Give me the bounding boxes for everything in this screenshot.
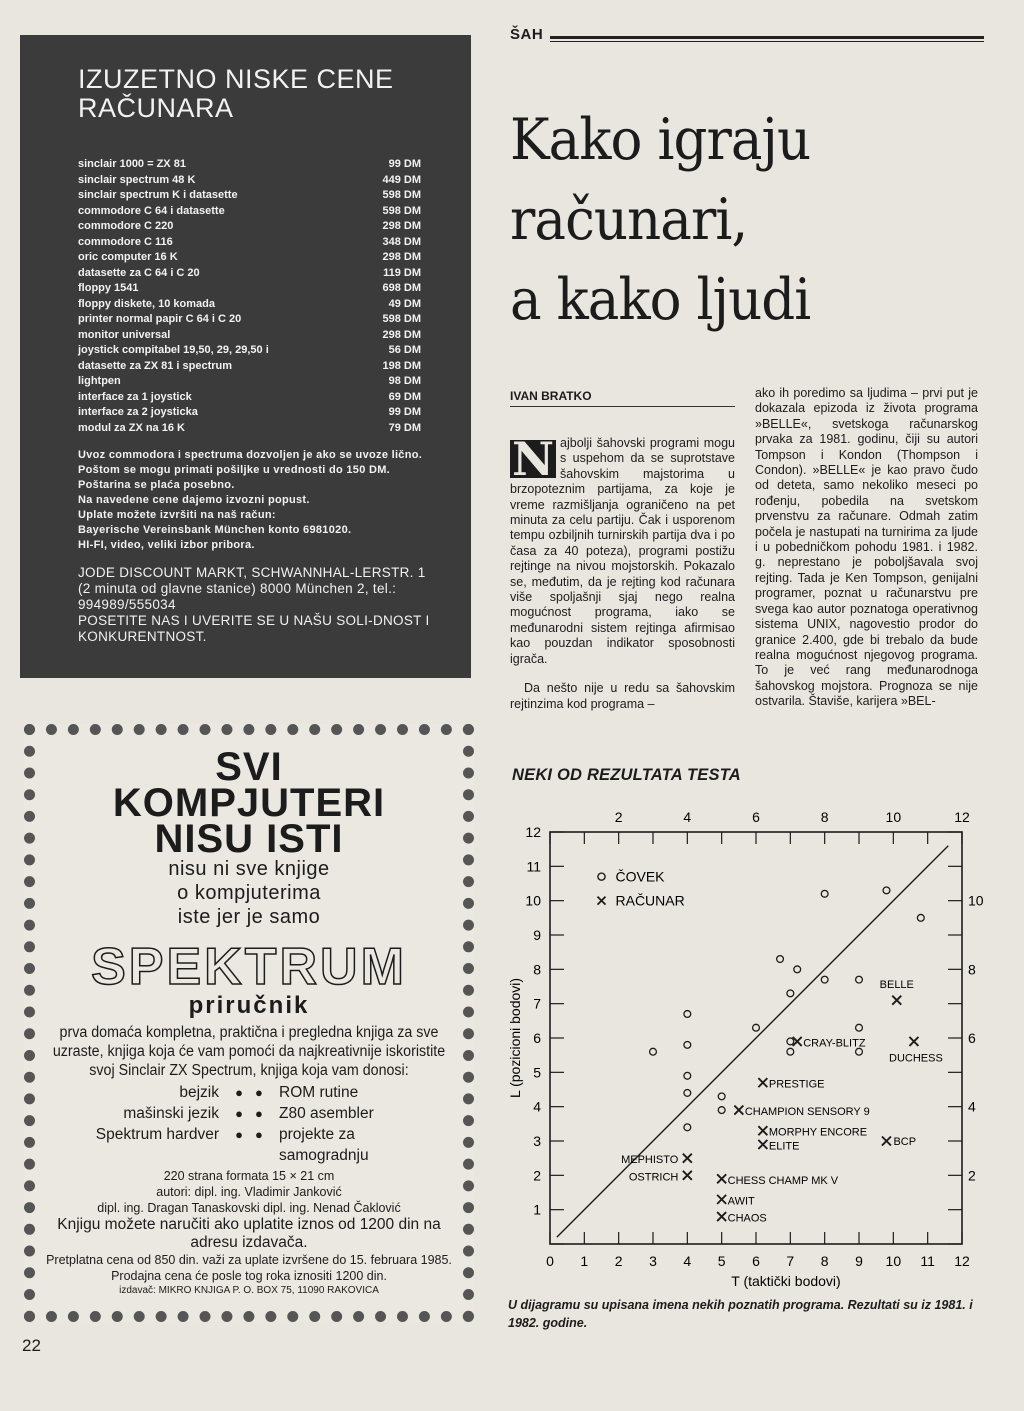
price-item-name: printer normal papir C 64 i C 20 bbox=[78, 313, 242, 325]
price-item-price: 598 DM bbox=[382, 313, 421, 325]
price-ad bbox=[20, 35, 471, 678]
price-item-name: datasette za C 64 i C 20 bbox=[78, 266, 200, 279]
price-item-name: interface za 1 joystick bbox=[78, 390, 192, 403]
x-tick-label: 2 bbox=[614, 1253, 623, 1269]
y-tick-label: 7 bbox=[533, 995, 541, 1012]
price-item-name: oric computer 16 K bbox=[78, 251, 178, 263]
book-authors-2: dipl. ing. Dragan Tanaskovski dipl. ing. Nenad Čaklović bbox=[97, 1201, 401, 1215]
program-label: OSTRICH bbox=[628, 1171, 679, 1184]
human-data-point bbox=[684, 1041, 691, 1048]
price-item-name: commodore C 220 bbox=[78, 220, 174, 232]
book-authors: autori: dipl. ing. Vladimir Janković bbox=[156, 1185, 342, 1199]
y-tick-label: 1 bbox=[533, 1201, 541, 1218]
x-tick-label: 8 bbox=[820, 1253, 829, 1269]
price-item-name: sinclair 1000 = ZX 81 bbox=[78, 158, 186, 170]
price-row bbox=[78, 374, 443, 390]
section-header bbox=[510, 22, 984, 44]
price-item-name: monitor universal bbox=[78, 328, 171, 341]
y-tick-label: 3 bbox=[533, 1133, 541, 1149]
price-item-name: sinclair spectrum 48 K bbox=[78, 173, 196, 186]
human-data-point bbox=[753, 1024, 760, 1031]
x-tick-label: 6 bbox=[752, 1253, 760, 1269]
price-ad-address: JODE DISCOUNT MARKT, SCHWANNHAL-LERSTR. 1 (2 minuta od glavne stanice) 8000 München 2, tel.: 994989/555034 POSETITE NAS I UVERITE SE U NAŠU SOLI-DNOST I KONKURENTNOST. bbox=[78, 565, 430, 644]
price-item-price: 298 DM bbox=[382, 220, 421, 232]
price-item-price: 198 DM bbox=[382, 359, 421, 372]
book-ad-subhead: nisu ni sve knjige o kompjuterima iste jer je samo bbox=[168, 858, 330, 928]
book-prepaid: Pretplatna cena od 850 din. važi za uplate izvršene do 15. februara 1985. bbox=[46, 1253, 452, 1267]
price-item-name: datasette za ZX 81 i spectrum bbox=[78, 359, 233, 372]
human-data-point bbox=[821, 976, 828, 983]
chart-title: NEKI OD REZULTATA TESTA bbox=[512, 766, 741, 784]
y-tick-label: 5 bbox=[533, 1064, 541, 1081]
book-ad bbox=[24, 724, 474, 1322]
price-item-name: commodore C 116 bbox=[78, 235, 173, 248]
price-item-name: floppy 1541 bbox=[78, 282, 139, 294]
human-data-point bbox=[856, 1024, 863, 1031]
feature-item: Spektrum hardver ● bbox=[59, 1124, 249, 1166]
price-row bbox=[78, 281, 443, 297]
human-data-point bbox=[821, 890, 828, 897]
article-column-2: ako ih poredimo sa ljudima – prvi put je dokazala epizoda iz života programa »BELLE«, svetskoga računarskog prvaka za 1981. godinu, čiji su autori Tompson i Kondon (Thompson i Condon). »BELLE« je kao pravo čudo od deteta, samo nekoliko meseci po rođenju, pobedila na svetskom prvenstvu za računare. Odmah zatim počela je nastupati na turnirima za ljude i u pobedničkom pohodu 1981. i 1982. g. neprestano je poboljšavala svoj rejting. Tada je Ken Tompson, genijalni programer, poznat u računarstvu pre svega kao autor poznatoga operativnog sistema UNIX, nagovestio prodor do granice 2.400, gde bi trebalo da bude realna mogućnost njegovog programa. To je već rang međunarodnoga šahovskog mojstora. Prognoza se nije ostvarila. Štaviše, karijera »BEL- bbox=[755, 386, 978, 709]
section-label: ŠAH bbox=[510, 26, 544, 43]
feature-item: ● Z80 asembler bbox=[249, 1103, 439, 1124]
right-tick-label: 6 bbox=[968, 1030, 976, 1046]
price-ad-title: IZUZETNO NISKE CENE RAČUNARA bbox=[78, 64, 394, 123]
computer-data-point bbox=[758, 1078, 767, 1087]
program-label: MORPHY ENCORE bbox=[768, 1126, 868, 1139]
article-column-1 bbox=[510, 432, 735, 712]
legend-circle-icon bbox=[598, 873, 605, 880]
y-tick-label: 4 bbox=[533, 1098, 541, 1115]
x-tick-label: 4 bbox=[683, 1253, 692, 1269]
computer-data-point bbox=[758, 1140, 767, 1149]
book-ad-headline: SVI KOMPJUTERI NISU ISTI bbox=[112, 745, 386, 861]
right-tick-label: 4 bbox=[968, 1098, 976, 1115]
price-row bbox=[78, 359, 443, 375]
right-tick-label: 10 bbox=[968, 892, 984, 909]
price-item-price: 348 DM bbox=[382, 235, 421, 248]
book-description: prva domaća kompletna, praktična i pregledna knjiga za sve uzraste, knjiga koja će vam pomoći da najkreativnije iskoristite svoj Sinclair ZX Spectrum, knjiga koja vam donosi: bbox=[52, 1024, 446, 1079]
y-tick-label: 6 bbox=[533, 1030, 541, 1046]
price-item-name: floppy diskete, 10 komada bbox=[78, 297, 215, 310]
price-item-name: lightpen bbox=[78, 375, 121, 387]
right-tick-label: 2 bbox=[968, 1167, 976, 1184]
computer-data-point bbox=[882, 1137, 891, 1146]
program-label: BELLE bbox=[879, 979, 914, 992]
x-tick-label: 0 bbox=[546, 1253, 554, 1269]
program-label: CHAMPION SENSORY 9 bbox=[744, 1106, 870, 1119]
y-tick-label: 2 bbox=[533, 1167, 541, 1184]
right-tick-label: 8 bbox=[968, 961, 976, 978]
top-tick-label: 12 bbox=[954, 809, 970, 825]
computer-data-point bbox=[683, 1171, 692, 1180]
x-tick-label: 1 bbox=[580, 1253, 589, 1269]
program-label: DUCHESS bbox=[889, 1052, 943, 1065]
price-item-price: 298 DM bbox=[382, 328, 421, 341]
human-data-point bbox=[787, 1048, 794, 1055]
price-item-name: modul za ZX na 16 K bbox=[78, 421, 185, 434]
drop-cap: N bbox=[512, 432, 555, 486]
price-item-price: 69 DM bbox=[388, 390, 421, 403]
computer-data-point bbox=[717, 1195, 726, 1204]
top-tick-label: 6 bbox=[752, 809, 760, 825]
human-data-point bbox=[684, 1072, 691, 1079]
price-item-price: 598 DM bbox=[382, 204, 421, 217]
top-tick-label: 2 bbox=[614, 809, 623, 825]
price-row bbox=[78, 173, 443, 189]
top-tick-label: 4 bbox=[683, 809, 692, 825]
feature-item: ● projekte za samogradnju bbox=[249, 1124, 439, 1166]
feature-item: mašinski jezik ● bbox=[59, 1103, 249, 1124]
price-item-price: 79 DM bbox=[388, 421, 421, 434]
price-row bbox=[78, 421, 443, 437]
human-data-point bbox=[684, 1124, 691, 1131]
price-item-price: 99 DM bbox=[388, 406, 421, 418]
book-features bbox=[59, 1082, 439, 1166]
computer-data-point bbox=[683, 1154, 692, 1163]
price-row bbox=[78, 390, 443, 406]
human-data-point bbox=[777, 956, 784, 963]
price-row bbox=[78, 204, 443, 220]
human-data-point bbox=[718, 1093, 725, 1100]
computer-data-point bbox=[717, 1174, 726, 1183]
price-row bbox=[78, 250, 443, 266]
top-tick-label: 8 bbox=[820, 809, 829, 825]
price-item-price: 119 DM bbox=[383, 266, 421, 279]
legend-cross-icon bbox=[598, 897, 606, 905]
price-item-price: 598 DM bbox=[382, 189, 421, 201]
price-item-price: 449 DM bbox=[382, 173, 421, 186]
price-row bbox=[78, 157, 443, 173]
book-retail: Prodajna cena će posle tog roka iznositi 1200 din. bbox=[111, 1269, 387, 1283]
program-label: CRAY-BLITZ bbox=[803, 1037, 866, 1050]
price-ad-notes: Uvoz commodora i spectruma dozvoljen je ako se uvoze lično. Poštom se mogu primati pošiljke u vrednosti do 150 DM. Poštarina se plaća posebno. Na navedene cene dajemo izvozni popust. Uplate možete izvršiti na naš račun: Bayerische Vereinsbank München konto 6981020. HI-FI, video, veliki izbor pribora. bbox=[78, 449, 423, 551]
page-number: 22 bbox=[22, 1336, 41, 1355]
price-row bbox=[78, 328, 443, 344]
y-tick-label: 8 bbox=[533, 961, 541, 978]
program-label: ELITE bbox=[768, 1140, 800, 1153]
program-label: MEPHISTO bbox=[621, 1154, 679, 1167]
x-tick-label: 5 bbox=[717, 1253, 726, 1269]
price-row bbox=[78, 188, 443, 204]
feature-item: ● ROM rutine bbox=[249, 1082, 439, 1103]
program-label: PRESTIGE bbox=[768, 1078, 825, 1091]
human-data-point bbox=[917, 914, 924, 921]
price-item-name: interface za 2 joysticka bbox=[78, 406, 198, 418]
price-item-name: joystick compitabel 19,50, 29, 29,50 i bbox=[78, 344, 269, 356]
article-author: IVAN BRATKO bbox=[510, 389, 592, 403]
article-paragraph: Da nešto nije u redu sa šahovskim rejtinzima kod programa – bbox=[510, 681, 735, 711]
feature-item: bejzik ● bbox=[59, 1082, 249, 1103]
human-data-point bbox=[787, 1038, 794, 1045]
x-tick-label: 12 bbox=[954, 1253, 970, 1269]
price-row bbox=[78, 312, 443, 328]
y-tick-label: 11 bbox=[526, 858, 541, 875]
human-data-point bbox=[883, 887, 890, 894]
x-tick-label: 3 bbox=[649, 1253, 657, 1269]
price-item-price: 98 DM bbox=[388, 375, 421, 387]
price-row bbox=[78, 405, 443, 421]
y-axis-label: L (pozicioni bodovi) bbox=[507, 977, 523, 1099]
article-headline: Kako igraju računari, a kako ljudi bbox=[510, 107, 811, 333]
price-row bbox=[78, 219, 443, 235]
human-data-point bbox=[787, 990, 794, 997]
program-label: CHAOS bbox=[727, 1212, 767, 1225]
computer-data-point bbox=[717, 1212, 726, 1221]
y-tick-label: 9 bbox=[533, 927, 541, 943]
y-tick-label: 12 bbox=[525, 824, 541, 840]
article-paragraph: N ajbolji šahovski programi mogu s uspehom da se suprotstave šahovskim majstorima u brzopoteznim partijama, za koje je vreme razmišljanja ograničeno na pet minuta za celu partiju. Čak i usporenom tempu ozbiljnih turnirskih partija dva i po časa za 40 poteza), programi postižu rejtinge na nivou mojstorskih. Pokazalo se, međutim, da je rejting kod računara više spoljašnji sjaj nego realna mogućnost programa, iako se međunarodni sistem rejtinga afirmisao kao pouzdan indikator sposobnosti igrača. bbox=[510, 432, 735, 666]
x-tick-label: 9 bbox=[855, 1253, 863, 1269]
price-item-name: sinclair spectrum K i datasette bbox=[78, 189, 238, 201]
price-row bbox=[78, 266, 443, 282]
chart-caption: U dijagramu su upisana imena nekih poznatih programa. Rezultati su iz 1981. i 1982. godine. bbox=[508, 1298, 973, 1330]
author-rule bbox=[510, 406, 735, 407]
program-label: BCP bbox=[893, 1136, 917, 1148]
human-data-point bbox=[718, 1107, 725, 1114]
computer-data-point bbox=[892, 996, 901, 1005]
top-tick-label: 10 bbox=[885, 809, 902, 825]
price-item-price: 99 DM bbox=[388, 158, 421, 170]
legend-label: ČOVEK bbox=[615, 868, 665, 885]
computer-data-point bbox=[734, 1106, 743, 1115]
x-tick-label: 7 bbox=[786, 1253, 795, 1269]
book-brand-sub: priručnik bbox=[188, 992, 310, 1019]
program-label: AWIT bbox=[727, 1195, 755, 1208]
book-publisher: izdavač: MIKRO KNJIGA P. O. BOX 75, 11090 RAKOVICA bbox=[119, 1285, 379, 1296]
computer-data-point bbox=[909, 1037, 918, 1046]
x-axis-label: T (taktički bodovi) bbox=[731, 1273, 841, 1289]
price-item-price: 698 DM bbox=[382, 282, 421, 294]
human-data-point bbox=[684, 1011, 691, 1018]
price-row bbox=[78, 235, 443, 251]
x-tick-label: 11 bbox=[920, 1253, 935, 1269]
book-format: 220 strana formata 15 × 21 cm bbox=[163, 1169, 335, 1183]
legend-label: RAČUNAR bbox=[615, 892, 685, 909]
price-item-price: 49 DM bbox=[388, 297, 421, 310]
price-item-price: 298 DM bbox=[382, 251, 421, 263]
human-data-point bbox=[794, 966, 801, 973]
price-row bbox=[78, 343, 443, 359]
program-label: CHESS CHAMP MK V bbox=[727, 1174, 839, 1187]
book-brand-logo: SPEKTRUM bbox=[91, 938, 407, 996]
results-scatter-chart bbox=[500, 796, 990, 1296]
header-rule bbox=[550, 41, 984, 42]
human-data-point bbox=[684, 1090, 691, 1097]
price-row bbox=[78, 297, 443, 313]
price-item-price: 56 DM bbox=[388, 344, 421, 356]
human-data-point bbox=[856, 976, 863, 983]
price-item-name: commodore C 64 i datasette bbox=[78, 204, 225, 217]
x-tick-label: 10 bbox=[885, 1253, 902, 1269]
price-list bbox=[78, 157, 443, 436]
y-tick-label: 10 bbox=[525, 892, 541, 909]
human-data-point bbox=[650, 1048, 657, 1055]
computer-data-point bbox=[758, 1126, 767, 1135]
book-order: Knjigu možete naručiti ako uplatite iznos od 1200 din na adresu izdavača. bbox=[57, 1216, 441, 1251]
header-rule bbox=[550, 36, 984, 39]
